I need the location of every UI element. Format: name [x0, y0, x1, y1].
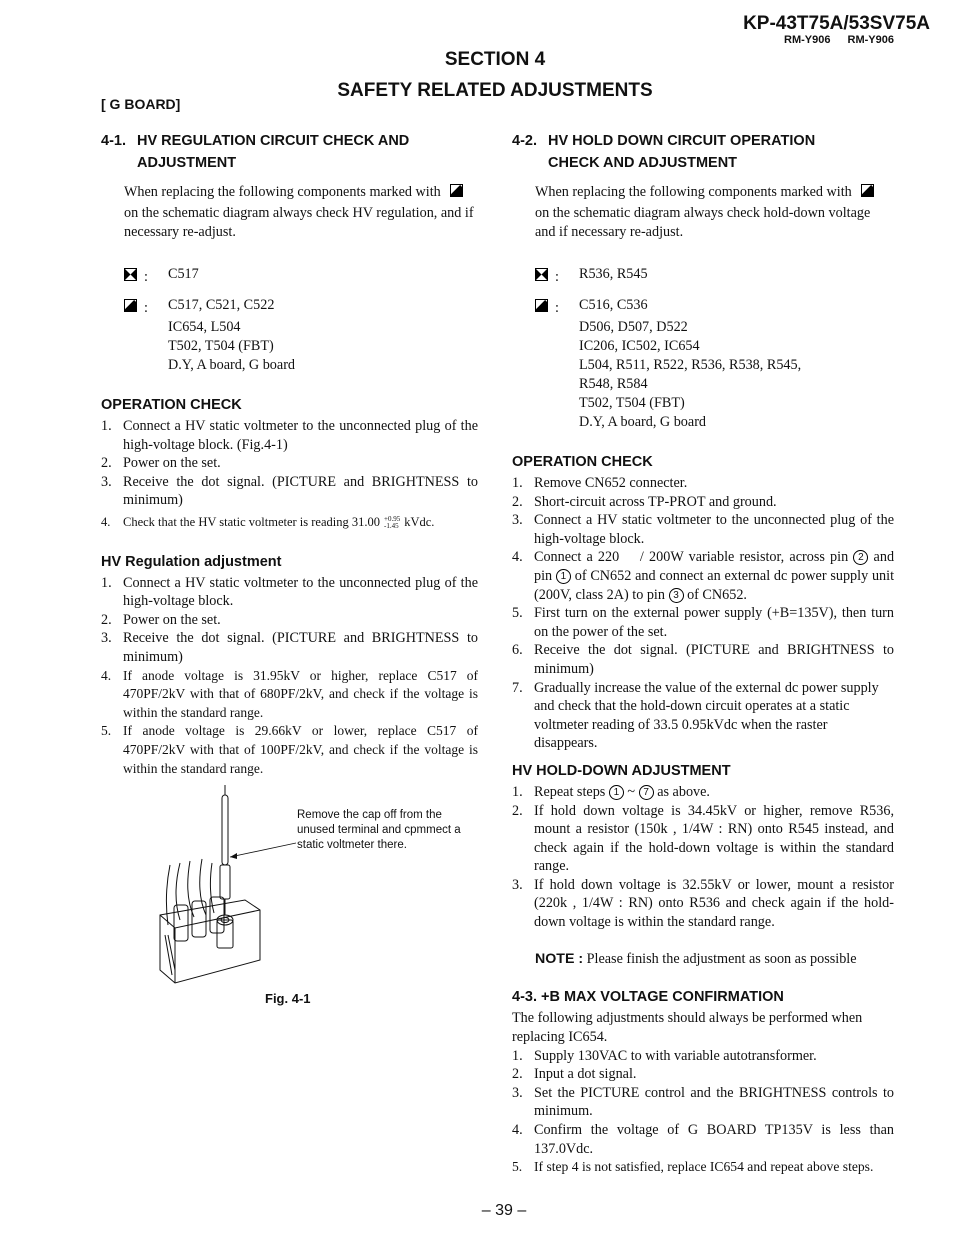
intro-paragraph	[101, 180, 478, 242]
list-item: 1. Remove CN652 connecter.	[512, 475, 688, 491]
left-column	[101, 130, 478, 778]
list-item: 4. Check that the HV static voltmeter is reading 31.00 +0.95 -1.45 kVdc.	[101, 514, 435, 531]
list-item: 5. First turn on the external power supply (+B=135V), then turn on the power of the set.	[512, 605, 894, 640]
pin-marker: 2	[853, 550, 868, 565]
bmax-list	[512, 1047, 894, 1177]
list-item: 1. Supply 130VAC to with variable autotransformer.	[512, 1047, 817, 1064]
pin-marker: 3	[669, 588, 684, 603]
list-item: 2. Power on the set.	[101, 611, 221, 628]
component-item: D506, D507, D522	[579, 319, 688, 335]
list-item: 2. If hold down voltage is 34.45kV or higher, remove R536, mount a resistor (150k , 1/4W : RN) onto R545 instead, and check again if the hold-down voltage is within the standard range.	[512, 802, 894, 875]
list-item: 4. Confirm the voltage of G BOARD TP135V is less than 137.0Vdc.	[512, 1122, 894, 1157]
component-item: C517, C521, C522	[168, 297, 275, 313]
model-header	[743, 14, 930, 46]
intro-text: on the schematic diagram always check HV regulation, and if necessary re-adjust.	[124, 205, 474, 240]
hv-regulation-title: HV Regulation adjustment	[101, 553, 282, 570]
list-item: 3. If hold down voltage is 32.55kV or lower, mount a resistor (220k , 1/4W : RN) onto R536 and check again if the hold-down voltage is within the standard range.	[512, 876, 894, 931]
safety-mark-icon	[450, 184, 463, 197]
note-text: Please finish the adjustment as soon as possible	[586, 950, 857, 967]
list-item: 5. If anode voltage is 29.66kV or lower, replace C517 of 470PF/2kV with that of 100PF/2kV, and check if the voltage is within the standard range.	[101, 723, 478, 776]
components-list	[101, 265, 478, 375]
operation-check-list	[101, 417, 478, 532]
operation-check-title: OPERATION CHECK	[101, 397, 242, 413]
heading-line: HV HOLD DOWN CIRCUIT OPERATION	[548, 133, 816, 149]
heading-number: 4-2.	[512, 133, 537, 149]
operation-check-title: OPERATION CHECK	[512, 454, 653, 470]
page-number: – 39 –	[481, 1202, 527, 1219]
bmax-intro: The following adjustments should always be performed when replacing IC654.	[512, 1009, 863, 1045]
component-item: D.Y, A board, G board	[168, 357, 296, 373]
intro-paragraph	[512, 180, 894, 242]
components-group-a: : R536, R545	[535, 265, 894, 287]
component-item: D.Y, A board, G board	[579, 414, 707, 430]
component-item: L504, R511, R522, R536, R538, R545,	[579, 357, 802, 373]
hv-regulation-list	[101, 574, 478, 779]
list-item: 3. Receive the dot signal. (PICTURE and BRIGHTNESS to minimum)	[101, 473, 478, 509]
note-label: NOTE :	[535, 950, 584, 967]
safety-mark-icon	[861, 184, 874, 197]
hold-down-title: HV HOLD-DOWN ADJUSTMENT	[512, 762, 731, 779]
figure-callout: Remove the cap off from the unused terminal and cpmmect a static voltmeter there.	[297, 809, 461, 851]
list-item: 2. Short-circuit across TP-PROT and ground.	[512, 493, 777, 510]
remote-model-left: RM-Y906	[784, 34, 831, 46]
component-item: R548, R584	[579, 376, 648, 392]
bowtie-mark-icon	[535, 268, 548, 281]
heading-4-1	[101, 130, 478, 174]
list-item: 1. Connect a HV static voltmeter to the unconnected plug of the high-voltage block.	[101, 574, 478, 610]
intro-text: When replacing the following components marked with	[535, 184, 852, 200]
note	[512, 950, 894, 969]
list-item: 7. Gradually increase the value of the external dc power supply and check that the hold-down circuit operates at a static voltmeter reading of 33.5 0.95kVdc when the raster disappears.	[512, 679, 879, 752]
list-item: 3. Set the PICTURE control and the BRIGHTNESS controls to minimum.	[512, 1084, 894, 1120]
list-item: 3. Connect a HV static voltmeter to the unconnected plug of the high-voltage block.	[512, 512, 894, 547]
component-item: R536, R545	[579, 266, 648, 282]
list-item: 4. Connect a 220 / 200W variable resistor, across pin 2 and pin 1 of CN652 and connect an external dc power supply unit (200V, class 2A) to pin 3 of CN652.	[512, 549, 895, 603]
list-item: 2. Power on the set.	[101, 455, 221, 472]
model-name: KP-43T75A/53SV75A	[743, 13, 930, 34]
component-item: IC206, IC502, IC654	[579, 338, 700, 354]
bmax-title: 4-3. +B MAX VOLTAGE CONFIRMATION	[512, 988, 784, 1005]
operation-check-list	[512, 474, 894, 753]
intro-text: on the schematic diagram always check hold-down voltage and if necessary re-adjust.	[535, 205, 871, 240]
safety-mark-icon	[124, 299, 137, 312]
heading-4-2	[512, 130, 894, 174]
components-list	[512, 265, 894, 432]
hold-down-list	[512, 783, 894, 932]
component-item: C516, C536	[579, 297, 648, 313]
components-group-b: : C516, C536 D506, D507, D522 IC206, IC502, IC654 L504, R511, R522, R536, R538, R545, R548, R584 T502, T504 (FBT) D.Y, A board, G board	[535, 296, 894, 432]
list-item: 4. If anode voltage is 31.95kV or higher, replace C517 of 470PF/2kV with that of 680PF/2kV, and check if the voltage is within the standard range.	[101, 667, 478, 720]
list-item: 5. If step 4 is not satisfied, replace IC654 and repeat above steps.	[512, 1159, 874, 1175]
component-item: T502, T504 (FBT)	[579, 395, 685, 411]
step-marker: 7	[639, 785, 654, 800]
step-marker: 1	[609, 785, 624, 800]
board-label: [ G BOARD]	[101, 96, 181, 112]
heading-line: ADJUSTMENT	[137, 155, 237, 171]
bowtie-mark-icon	[124, 268, 137, 281]
component-item: C517	[168, 266, 199, 282]
component-item: T502, T504 (FBT)	[168, 338, 274, 354]
component-item: IC654, L504	[168, 319, 241, 335]
remote-models	[743, 34, 894, 46]
list-item: 6. Receive the dot signal. (PICTURE and BRIGHTNESS to minimum)	[512, 642, 894, 677]
components-group-b: : C517, C521, C522 IC654, L504 T502, T504 (FBT) D.Y, A board, G board	[124, 296, 478, 375]
list-item: 2. Input a dot signal.	[512, 1066, 637, 1083]
components-group-a: : C517	[124, 265, 478, 287]
section-number: SECTION 4	[444, 49, 546, 70]
list-item: 3. Receive the dot signal. (PICTURE and BRIGHTNESS to minimum)	[101, 630, 478, 665]
list-item: 1. Connect a HV static voltmeter to the unconnected plug of the high-voltage block. (Fig.4-1)	[101, 418, 478, 453]
high-voltage-block-figure	[150, 785, 300, 990]
right-column	[512, 130, 894, 1177]
heading-line: CHECK AND ADJUSTMENT	[548, 155, 738, 171]
safety-mark-icon	[535, 299, 548, 312]
list-item: 1. Repeat steps 1 ~ 7 as above.	[512, 783, 710, 800]
section-title: SAFETY RELATED ADJUSTMENTS	[337, 80, 653, 101]
remote-model-right: RM-Y906	[847, 34, 894, 46]
heading-line: HV REGULATION CIRCUIT CHECK AND	[137, 133, 410, 149]
heading-number: 4-1.	[101, 133, 126, 149]
intro-text: When replacing the following components marked with	[124, 184, 441, 200]
pin-marker: 1	[556, 569, 571, 584]
figure-caption: Fig. 4-1	[265, 991, 311, 1006]
